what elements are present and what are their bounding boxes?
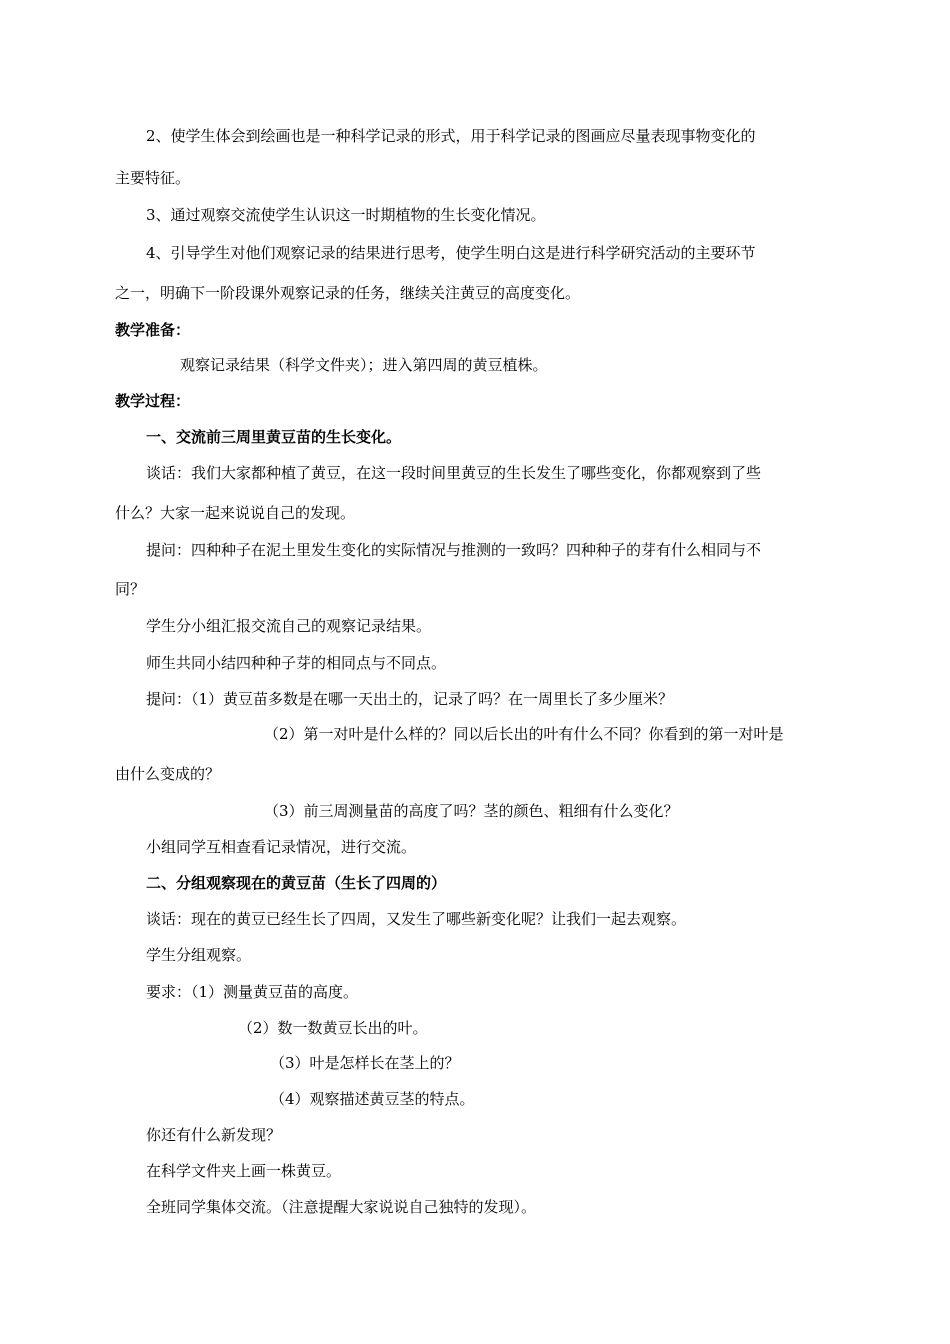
part1-ask-line2: 同？ bbox=[115, 580, 146, 598]
part2-talk: 谈话：现在的黄豆已经生长了四周，又发生了哪些新变化呢？让我们一起去观察。 bbox=[146, 910, 687, 928]
part1-summary: 师生共同小结四种种子芽的相同点与不同点。 bbox=[146, 654, 447, 672]
part2-class-exchange: 全班同学集体交流。（注意提醒大家说说自己独特的发现）。 bbox=[146, 1198, 537, 1216]
part1-question-2-line1: （2）第一对叶是什么样的？同以后长出的叶有什么不同？你看到的第一对叶是 bbox=[264, 725, 784, 743]
part2-requirement-2: （2）数一数黄豆长出的叶。 bbox=[238, 1019, 428, 1037]
objective-2-line1: 2、使学生体会到绘画也是一种科学记录的形式，用于科学记录的图画应尽量表现事物变化的 bbox=[146, 127, 756, 145]
objective-3: 3、通过观察交流使学生认识这一时期植物的生长变化情况。 bbox=[146, 206, 546, 224]
part1-question-3: （3）前三周测量苗的高度了吗？茎的颜色、粗细有什么变化？ bbox=[264, 802, 679, 820]
part2-title: 二、分组观察现在的黄豆苗（生长了四周的） bbox=[146, 874, 447, 892]
preparation-heading: 教学准备： bbox=[115, 321, 191, 339]
part1-talk-line2: 什么？大家一起来说说自己的发现。 bbox=[115, 504, 356, 522]
part1-report: 学生分小组汇报交流自己的观察记录结果。 bbox=[146, 617, 432, 635]
part1-talk-line1: 谈话：我们大家都种植了黄豆，在这一段时间里黄豆的生长发生了哪些变化，你都观察到了些 bbox=[146, 464, 762, 482]
objective-4-line2: 之一，明确下一阶段课外观察记录的任务，继续关注黄豆的高度变化。 bbox=[115, 284, 581, 302]
preparation-text: 观察记录结果（科学文件夹）；进入第四周的黄豆植株。 bbox=[180, 356, 548, 374]
objective-4-line1: 4、引导学生对他们观察记录的结果进行思考，使学生明白这是进行科学研究活动的主要环节 bbox=[146, 244, 756, 262]
part2-requirement-3: （3）叶是怎样长在茎上的？ bbox=[270, 1054, 460, 1072]
part2-observe: 学生分组观察。 bbox=[146, 946, 252, 964]
process-heading: 教学过程： bbox=[115, 392, 191, 410]
part2-draw: 在科学文件夹上画一株黄豆。 bbox=[146, 1162, 342, 1180]
part1-question-1: 提问：（1）黄豆苗多数是在哪一天出土的，记录了吗？在一周里长了多少厘米？ bbox=[146, 690, 674, 708]
part2-requirement-1: 要求：（1）测量黄豆苗的高度。 bbox=[146, 983, 359, 1001]
part1-exchange: 小组同学互相查看记录情况，进行交流。 bbox=[146, 838, 417, 856]
part2-requirement-4: （4）观察描述黄豆茎的特点。 bbox=[270, 1090, 475, 1108]
part1-title: 一、交流前三周里黄豆苗的生长变化。 bbox=[146, 428, 402, 446]
objective-2-line2: 主要特征。 bbox=[115, 169, 191, 187]
part1-question-2-line2: 由什么变成的？ bbox=[115, 765, 221, 783]
part1-ask-line1: 提问：四种种子在泥土里发生变化的实际情况与推测的一致吗？四种种子的芽有什么相同与不 bbox=[146, 541, 762, 559]
part2-new-discovery: 你还有什么新发现？ bbox=[146, 1126, 282, 1144]
